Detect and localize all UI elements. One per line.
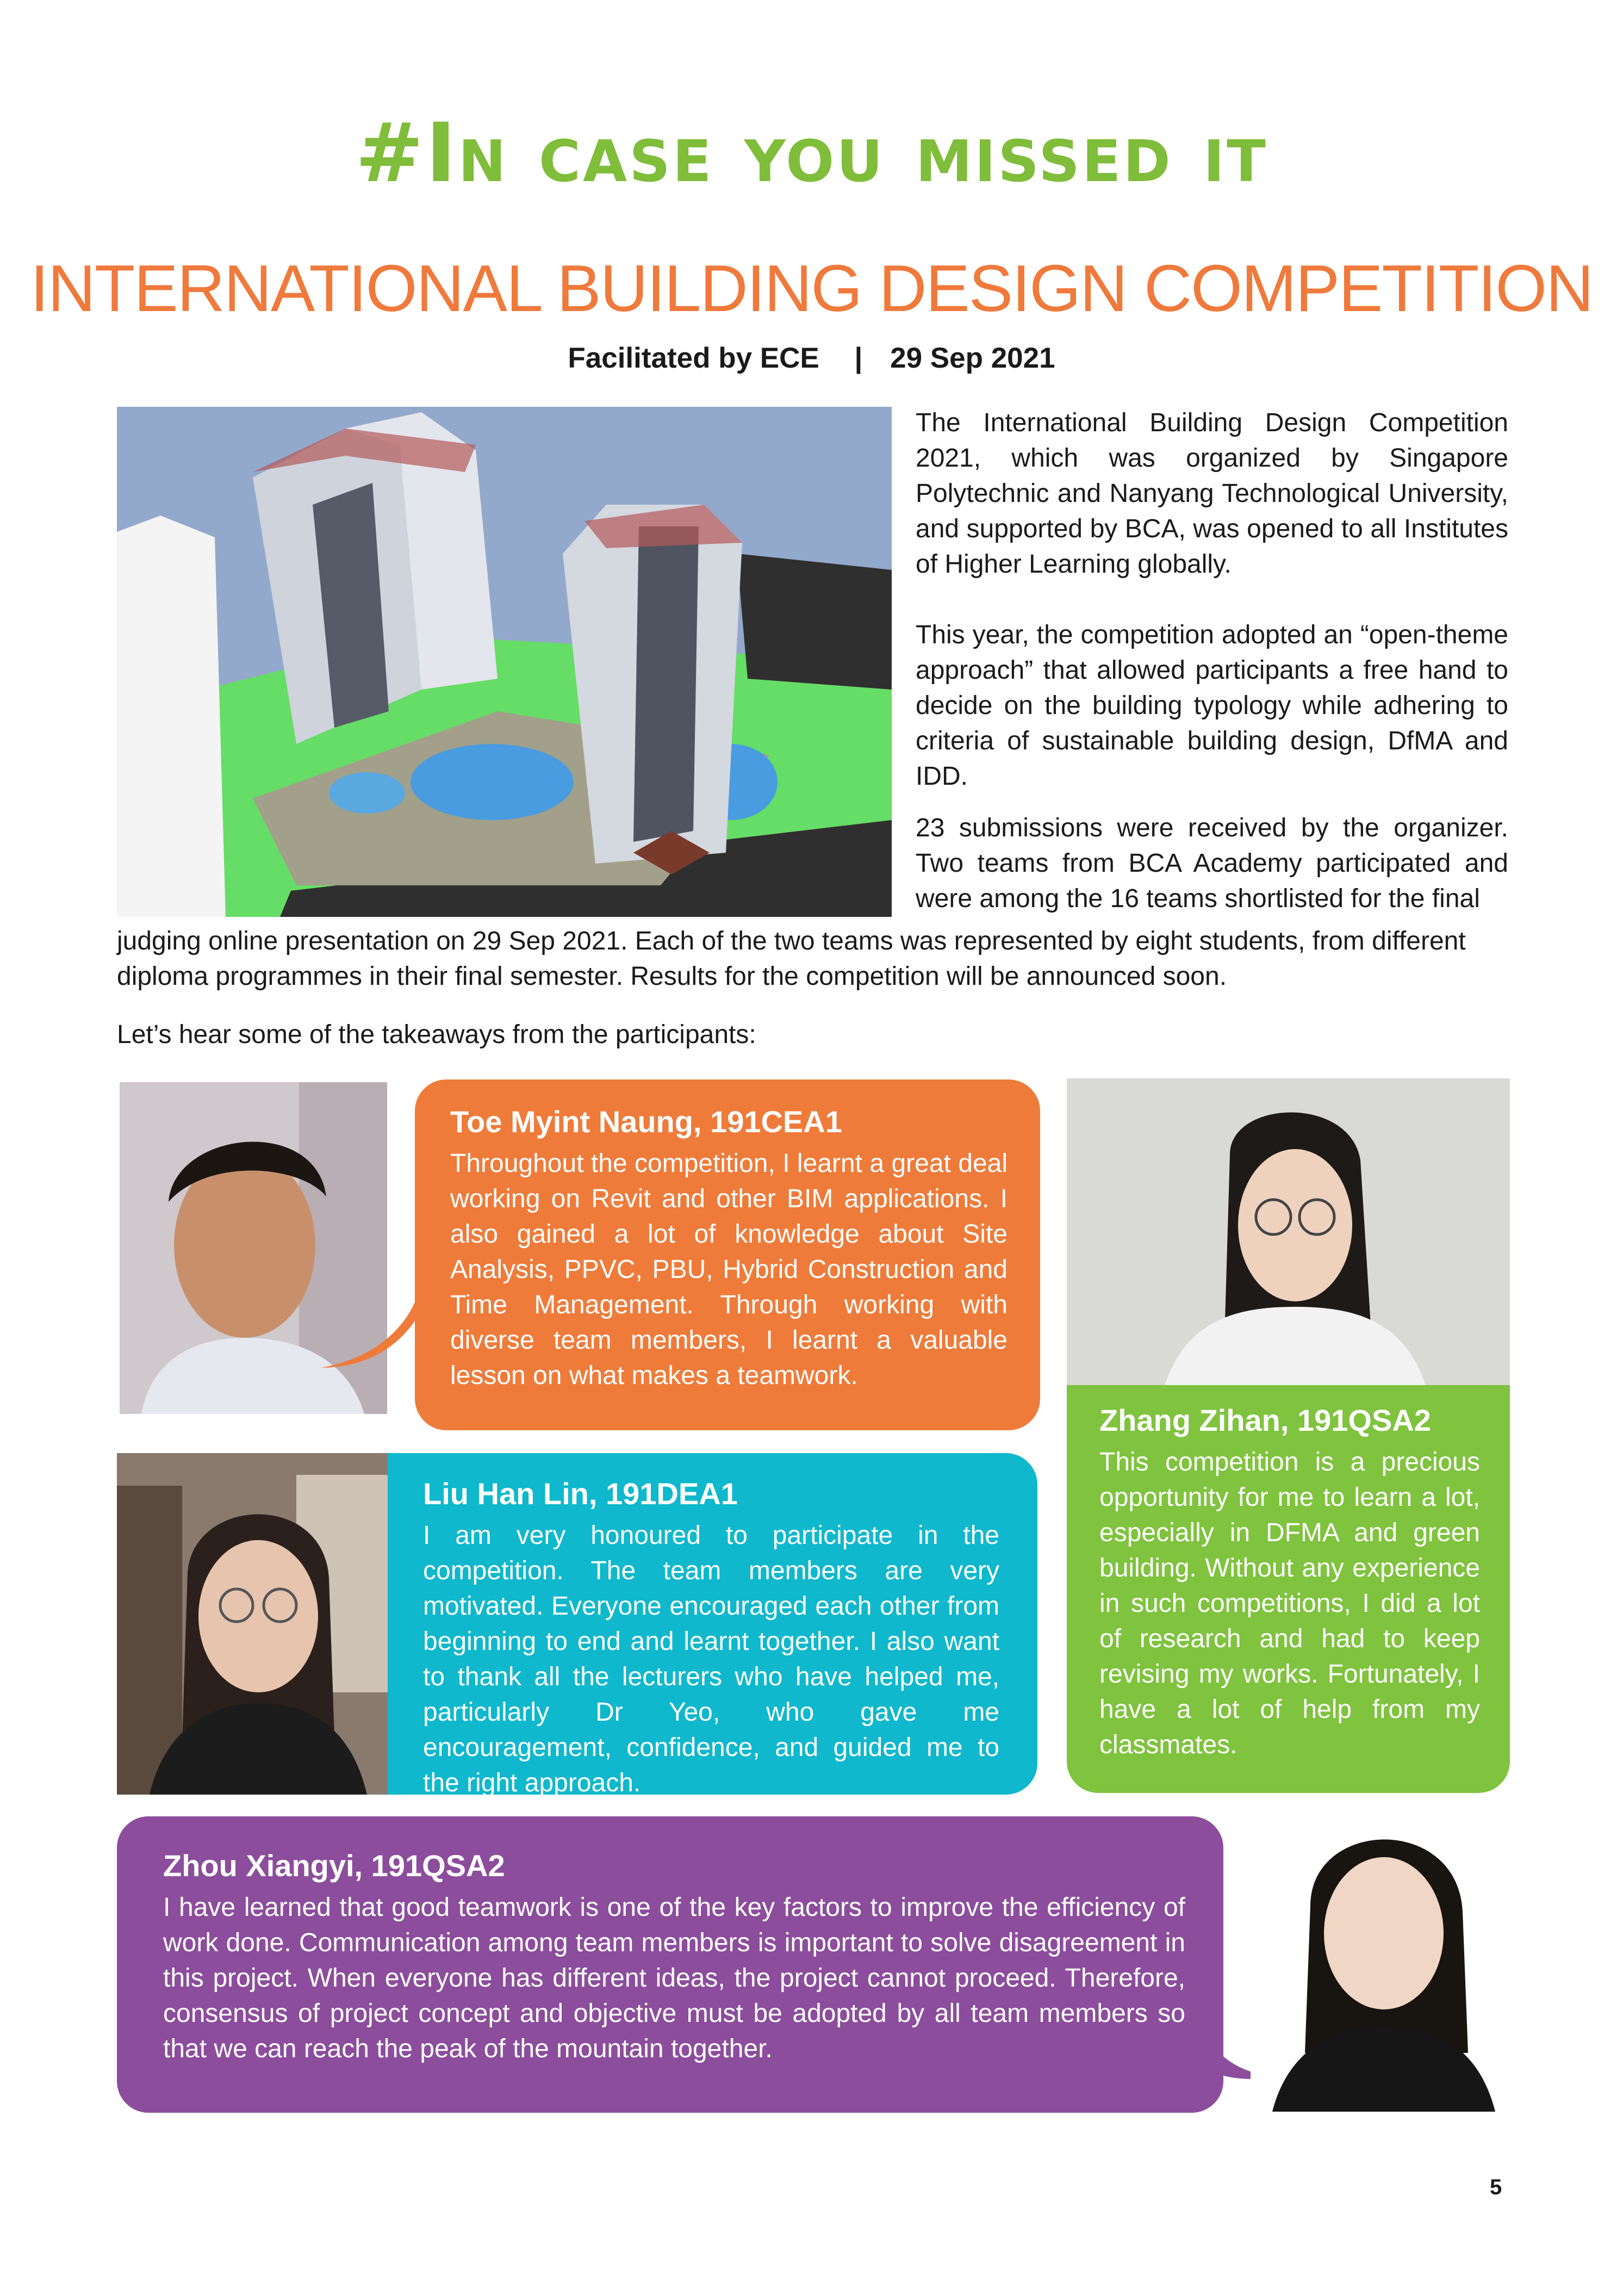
testimonial-text: Throughout the competition, I learnt a great deal working on Revit and other BIM applications. I also gained a lot of knowledge about Site Analysis, PPVC, PBU, Hybrid Construction and Time Management. Through working with diverse team members, I learnt a valuable lesson on what makes a teamwork. — [450, 1149, 1008, 1390]
intro-continuation — [117, 923, 1509, 994]
testimonial-name: Toe Myint Naung, 191CEA1 — [450, 1104, 842, 1139]
speech-tail-1 — [321, 1300, 430, 1376]
section-banner: #In case you missed it — [355, 106, 1268, 201]
event-date: 29 Sep 2021 — [890, 342, 1055, 374]
testimonial-name: Zhou Xiangyi, 191QSA2 — [163, 1848, 505, 1883]
intro-paragraph-1: The International Building Design Competition 2021, which was organized by Singapore Polytechnic and Nanyang Technological University, and supported by BCA, was opened to all Institutes of Higher Learning globally. — [916, 408, 1508, 579]
liu-han-lin-photo — [117, 1453, 389, 1795]
testimonial-text: I am very honoured to participate in the competition. The team members are very motivated. Everyone encouraged each other from beginning to end and learnt together. I also want to thank all the lecturers who have helped me, particularly Dr Yeo, who gave me encouragement, confidence, and guided me to the right approach. — [423, 1521, 999, 1797]
intro-text — [916, 405, 1508, 916]
testimonial-name: Liu Han Lin, 191DEA1 — [423, 1476, 738, 1511]
testimonial-zhou-xiangyi — [117, 1816, 1223, 2113]
facilitator-line — [0, 342, 1623, 375]
testimonial-text: This competition is a precious opportunity for me to learn a lot, especially in DFMA and green building. Without any experience in such competitions, I did a lot of research and had to keep revising my works. Fortunately, I have a lot of help from my classmates. — [1099, 1448, 1480, 1759]
intro-paragraph-3-continued: judging online presentation on 29 Sep 2021. Each of the two teams was represented by eight students, from different diploma programmes in their final semester. Results for the competition will be announced soon. — [117, 927, 1466, 991]
article-title: INTERNATIONAL BUILDING DESIGN COMPETITION — [30, 251, 1593, 325]
testimonial-zhang-zihan — [1067, 1385, 1510, 1793]
testimonial-liu-han-lin — [388, 1453, 1037, 1795]
testimonial-name: Zhang Zihan, 191QSA2 — [1099, 1403, 1431, 1437]
intro-paragraph-3: 23 submissions were received by the organizer. Two teams from BCA Academy participated and were among the 16 teams shortlisted for the final — [916, 814, 1508, 913]
separator: | — [854, 342, 863, 374]
building-rendering-image — [117, 407, 892, 917]
zhou-xiangyi-photo — [1251, 1797, 1510, 2112]
facilitator: Facilitated by ECE — [568, 342, 819, 374]
page-number: 5 — [1490, 2175, 1502, 2199]
testimonial-text: I have learned that good teamwork is one of the key factors to improve the efficiency of work done. Communication among team members is important to solve disagreement in this project. When everyone has different ideas, the project cannot proceed. Therefore, consensus of project concept and objective must be adopted by all team members so that we can reach the peak of the mountain together. — [163, 1893, 1185, 2063]
intro-paragraph-2: This year, the competition adopted an “open-theme approach” that allowed participants a free hand to decide on the building typology while adhering to criteria of sustainable building design, DfMA and IDD. — [916, 620, 1508, 791]
testimonial-toe-myint-naung — [415, 1079, 1040, 1430]
zhang-zihan-photo — [1067, 1078, 1510, 1386]
takeaways-intro: Let’s hear some of the takeaways from the participants: — [117, 1020, 756, 1049]
